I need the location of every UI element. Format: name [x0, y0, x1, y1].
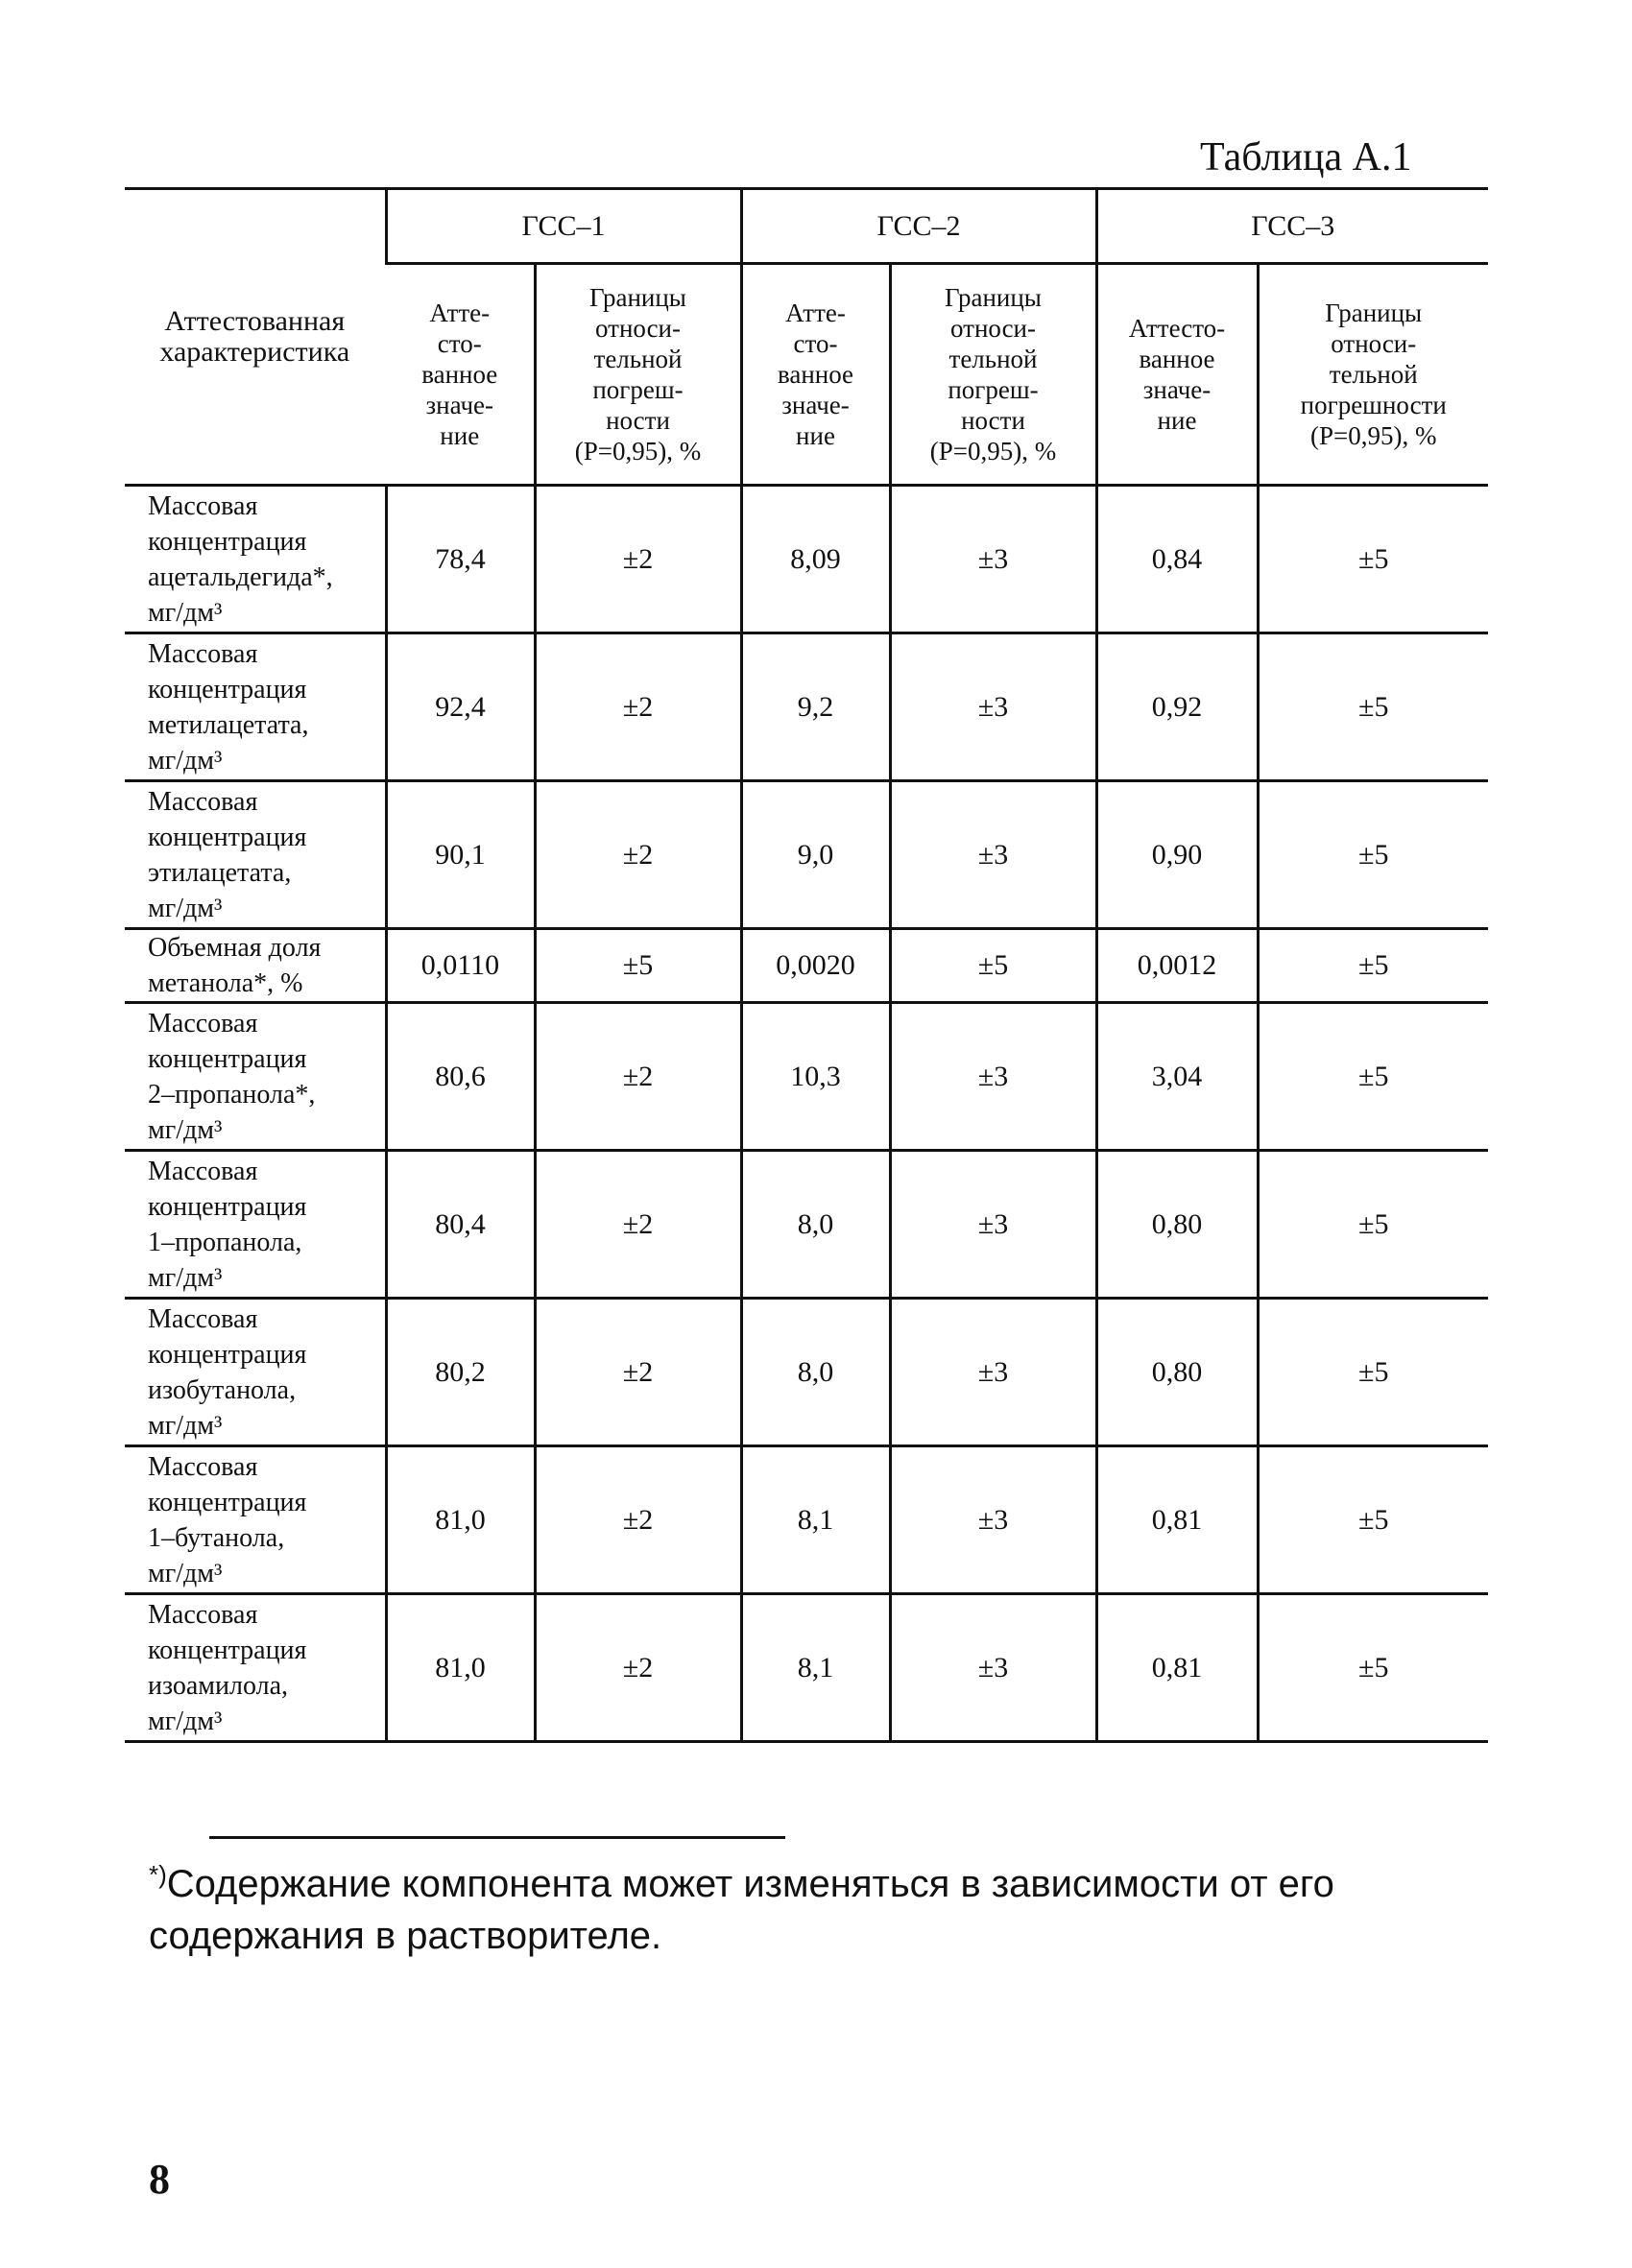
cell-value: 81,0: [386, 1594, 535, 1742]
cell-value: ±2: [535, 1446, 741, 1594]
header-gss-1: ГСС–1: [386, 189, 741, 264]
table-row: [125, 781, 1488, 929]
cell-value: 8,1: [741, 1446, 890, 1594]
cell-value: ±2: [535, 781, 741, 929]
cell-value: 80,4: [386, 1151, 535, 1299]
footnote: [149, 1849, 1493, 1962]
cell-value: 0,92: [1096, 633, 1258, 781]
table-caption: Таблица А.1: [1200, 135, 1412, 179]
table-row: [125, 486, 1488, 633]
table-row: [125, 1446, 1488, 1594]
cell-value: ±2: [535, 633, 741, 781]
row-name: Объемная доля метанола*, %: [125, 929, 386, 1003]
cell-value: ±2: [535, 486, 741, 633]
cell-value: 0,80: [1096, 1151, 1258, 1299]
cell-value: ±3: [890, 1446, 1096, 1594]
cell-value: ±5: [535, 929, 741, 1003]
cell-value: ±5: [1258, 929, 1488, 1003]
row-name: Массовая концентрация изобутанола, мг/дм³: [125, 1299, 386, 1446]
cell-value: 8,09: [741, 486, 890, 633]
cell-value: ±2: [535, 1151, 741, 1299]
row-name: Массовая концентрация изоамилола, мг/дм³: [125, 1594, 386, 1742]
cell-value: 90,1: [386, 781, 535, 929]
cell-value: 9,2: [741, 633, 890, 781]
header-gss-3: ГСС–3: [1096, 189, 1488, 264]
header-gss-2: ГСС–2: [741, 189, 1096, 264]
cell-value: ±3: [890, 486, 1096, 633]
cell-value: 8,1: [741, 1594, 890, 1742]
cell-value: 0,0012: [1096, 929, 1258, 1003]
cell-value: ±5: [1258, 1299, 1488, 1446]
subheader-value-gss3: Аттесто- ванное значе- ние: [1096, 264, 1258, 486]
table-row: [125, 1151, 1488, 1299]
table-row: [125, 633, 1488, 781]
cell-value: ±5: [1258, 1594, 1488, 1742]
subheader-value-gss1: Атте- сто- ванное значе- ние: [386, 264, 535, 486]
row-name: Массовая концентрация 2–пропанола*, мг/дм³: [125, 1003, 386, 1151]
cell-value: ±3: [890, 1594, 1096, 1742]
subheader-error-gss3: Границы относи- тельной погрешности (Р=0,95), %: [1258, 264, 1488, 486]
cell-value: 0,84: [1096, 486, 1258, 633]
cell-value: ±3: [890, 633, 1096, 781]
row-name: Массовая концентрация ацетальдегида*, мг/дм³: [125, 486, 386, 633]
cell-value: ±3: [890, 1299, 1096, 1446]
cell-value: ±2: [535, 1299, 741, 1446]
cell-value: ±5: [890, 929, 1096, 1003]
page-number: 8: [149, 2156, 170, 2203]
table-row: [125, 929, 1488, 1003]
row-name: Массовая концентрация 1–пропанола, мг/дм³: [125, 1151, 386, 1299]
cell-value: 0,90: [1096, 781, 1258, 929]
header-characteristic: Аттестованная характеристика: [125, 189, 386, 486]
subheader-value-gss2: Атте- сто- ванное значе- ние: [741, 264, 890, 486]
cell-value: 9,0: [741, 781, 890, 929]
table-row: [125, 1003, 1488, 1151]
cell-value: ±3: [890, 1003, 1096, 1151]
cell-value: 8,0: [741, 1299, 890, 1446]
footnote-text: Содержание компонента может изменяться в зависимости от его содержания в растворителе.: [149, 1863, 1334, 1957]
table-row: [125, 1594, 1488, 1742]
cell-value: 10,3: [741, 1003, 890, 1151]
row-name: Массовая концентрация этилацетата, мг/дм³: [125, 781, 386, 929]
cell-value: ±2: [535, 1003, 741, 1151]
cell-value: ±5: [1258, 486, 1488, 633]
cell-value: ±5: [1258, 1446, 1488, 1594]
footnote-divider: [209, 1836, 785, 1839]
cell-value: 81,0: [386, 1446, 535, 1594]
subheader-error-gss2: Границы относи- тельной погреш- ности (Р=0,95), %: [890, 264, 1096, 486]
cell-value: 92,4: [386, 633, 535, 781]
row-name: Массовая концентрация метилацетата, мг/дм³: [125, 633, 386, 781]
cell-value: 80,2: [386, 1299, 535, 1446]
cell-value: 0,81: [1096, 1594, 1258, 1742]
cell-value: ±2: [535, 1594, 741, 1742]
subheader-error-gss1: Границы относи- тельной погреш- ности (Р=0,95), %: [535, 264, 741, 486]
cell-value: 3,04: [1096, 1003, 1258, 1151]
cell-value: 8,0: [741, 1151, 890, 1299]
cell-value: 0,80: [1096, 1299, 1258, 1446]
cell-value: ±5: [1258, 1151, 1488, 1299]
certified-values-table: [125, 187, 1488, 1743]
cell-value: 0,0020: [741, 929, 890, 1003]
cell-value: ±5: [1258, 633, 1488, 781]
table-row: [125, 1299, 1488, 1446]
cell-value: ±5: [1258, 781, 1488, 929]
cell-value: ±3: [890, 781, 1096, 929]
footnote-marker: *): [149, 1860, 167, 1889]
cell-value: 0,0110: [386, 929, 535, 1003]
cell-value: 0,81: [1096, 1446, 1258, 1594]
row-name: Массовая концентрация 1–бутанола, мг/дм³: [125, 1446, 386, 1594]
cell-value: ±3: [890, 1151, 1096, 1299]
cell-value: ±5: [1258, 1003, 1488, 1151]
cell-value: 78,4: [386, 486, 535, 633]
cell-value: 80,6: [386, 1003, 535, 1151]
